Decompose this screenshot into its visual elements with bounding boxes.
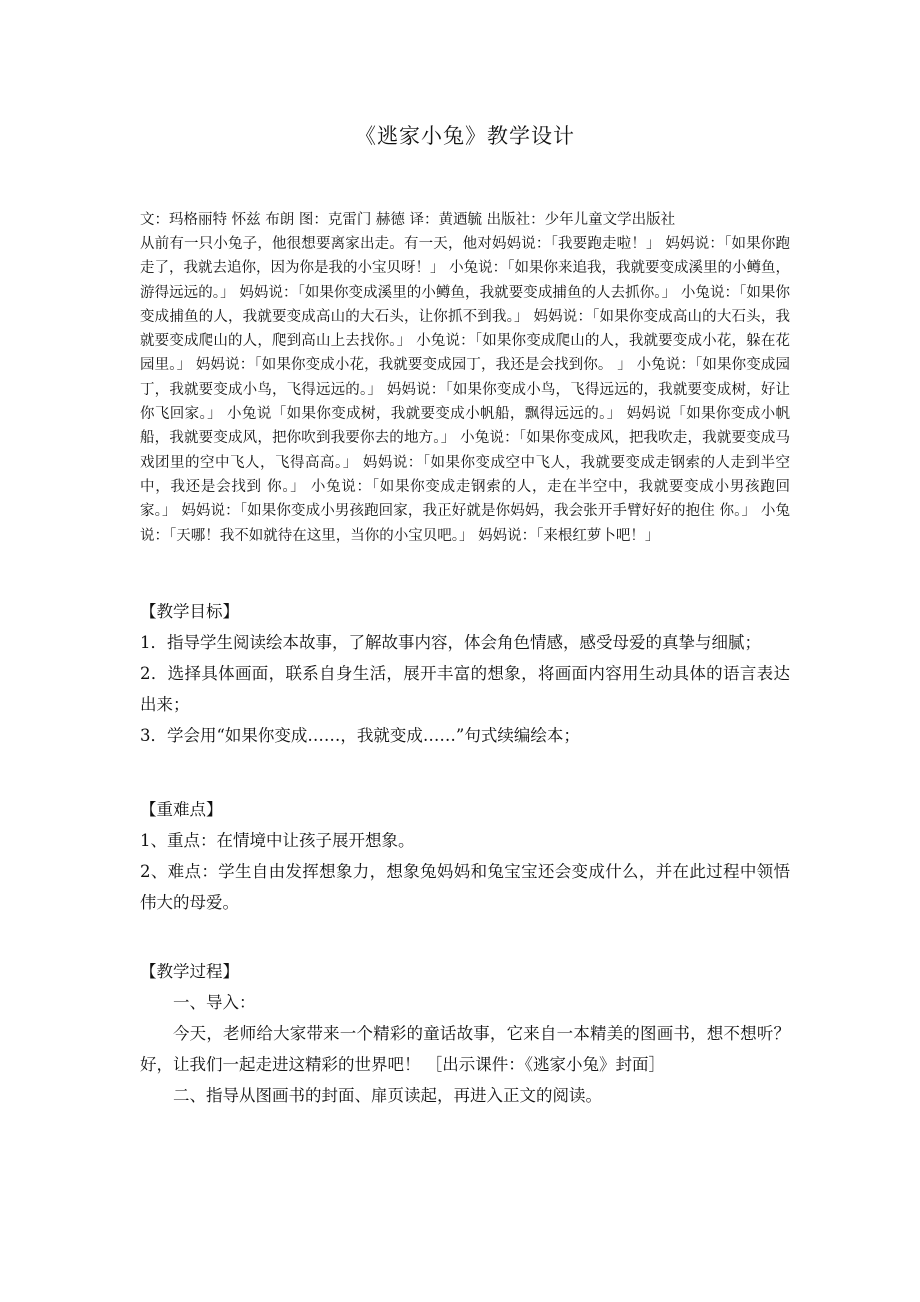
- goal-item: 1．指导学生阅读绘本故事，了解故事内容，体会角色情感，感受母爱的真挚与细腻；: [140, 633, 761, 652]
- book-credits: 文：玛格丽特 怀兹 布朗 图：克雷门 赫德 译：黄迺毓 出版社：少年儿童文学出版社: [140, 212, 676, 228]
- key-point-item: 1、重点：在情境中让孩子展开想象。: [140, 831, 415, 850]
- process-paragraph: 今天，老师给大家带来一个精彩的童话故事，它来自一本精美的图画书，想不想听？好，让我们一起走进这精彩的世界吧！ ［出示课件：《逃家小兔》封面］: [140, 1024, 790, 1074]
- teaching-goals-heading: 【教学目标】: [140, 602, 239, 621]
- key-points-heading: 【重难点】: [140, 800, 223, 819]
- goal-item: 2．选择具体画面，联系自身生活，展开丰富的想象，将画面内容用生动具体的语言表达出来；: [140, 664, 790, 714]
- process-step-heading: 一、导入：: [173, 993, 256, 1012]
- process-step-heading: 二、指导从图画书的封面、扉页读起，再进入正文的阅读。: [173, 1086, 602, 1105]
- goal-item: 3．学会用“如果你变成……，我就变成……”句式续编绘本；: [140, 726, 580, 745]
- teaching-process-heading: 【教学过程】: [140, 962, 239, 981]
- document-title: 《逃家小兔》教学设计: [355, 124, 575, 148]
- teaching-goals-section: [140, 596, 790, 751]
- key-point-item: 2、难点：学生自由发挥想象力，想象兔妈妈和兔宝宝还会变成什么，并在此过程中领悟伟大的母爱。: [140, 862, 790, 912]
- story-text: 从前有一只小兔子，他很想要离家出走。有一天，他对妈妈说：「我要跑走啦！」 妈妈说：「如果你跑走了，我就去追你，因为你是我的小宝贝呀！」 小兔说：「如果你来追我，我就要变成溪里的小鳟鱼，游得远远的。」 妈妈说：「如果你变成溪里的小鳟鱼，我就要变成捕鱼的人去抓你。」 小兔说：「如果你变成捕鱼的人，我就要变成高山的大石头，让你抓不到我。」 妈妈说：「如果你变成高山的大石头，我就要变成爬山的人，爬到高山上去找你。」 小兔说：「如果你变成爬山的人，我就要变成小花，躲在花园里。」 妈妈说：「如果你变成小花，我就要变成园丁，我还是会找到你。 」 小兔说：「如果你变成园丁，我就要变成小鸟，飞得远远的。」 妈妈说：「如果你变成小鸟，飞得远远的，我就要变成树，好让你飞回家。」 小兔说「如果你变成树，我就要变成小帆船，飘得远远的。」 妈妈说「如果你变成小帆船，我就要变成风，把你吹到我要你去的地方。」 小兔说：「如果你变成风，把我吹走，我就要变成马戏团里的空中飞人，飞得高高。」 妈妈说：「如果你变成空中飞人，我就要变成走钢索的人走到半空中，我还是会找到 你。」 小兔说：「如果你变成走钢索的人，走在半空中，我就要变成小男孩跑回家。」 妈妈说：「如果你变成小男孩跑回家，我正好就是你妈妈，我会张开手臂好好的抱住 你。」 小兔说：「天哪！我不如就待在这里，当你的小宝贝吧。」 妈妈说：「来根红萝卜吧！」: [140, 236, 790, 544]
- teaching-process-section: [140, 956, 790, 1111]
- key-points-section: [140, 794, 790, 918]
